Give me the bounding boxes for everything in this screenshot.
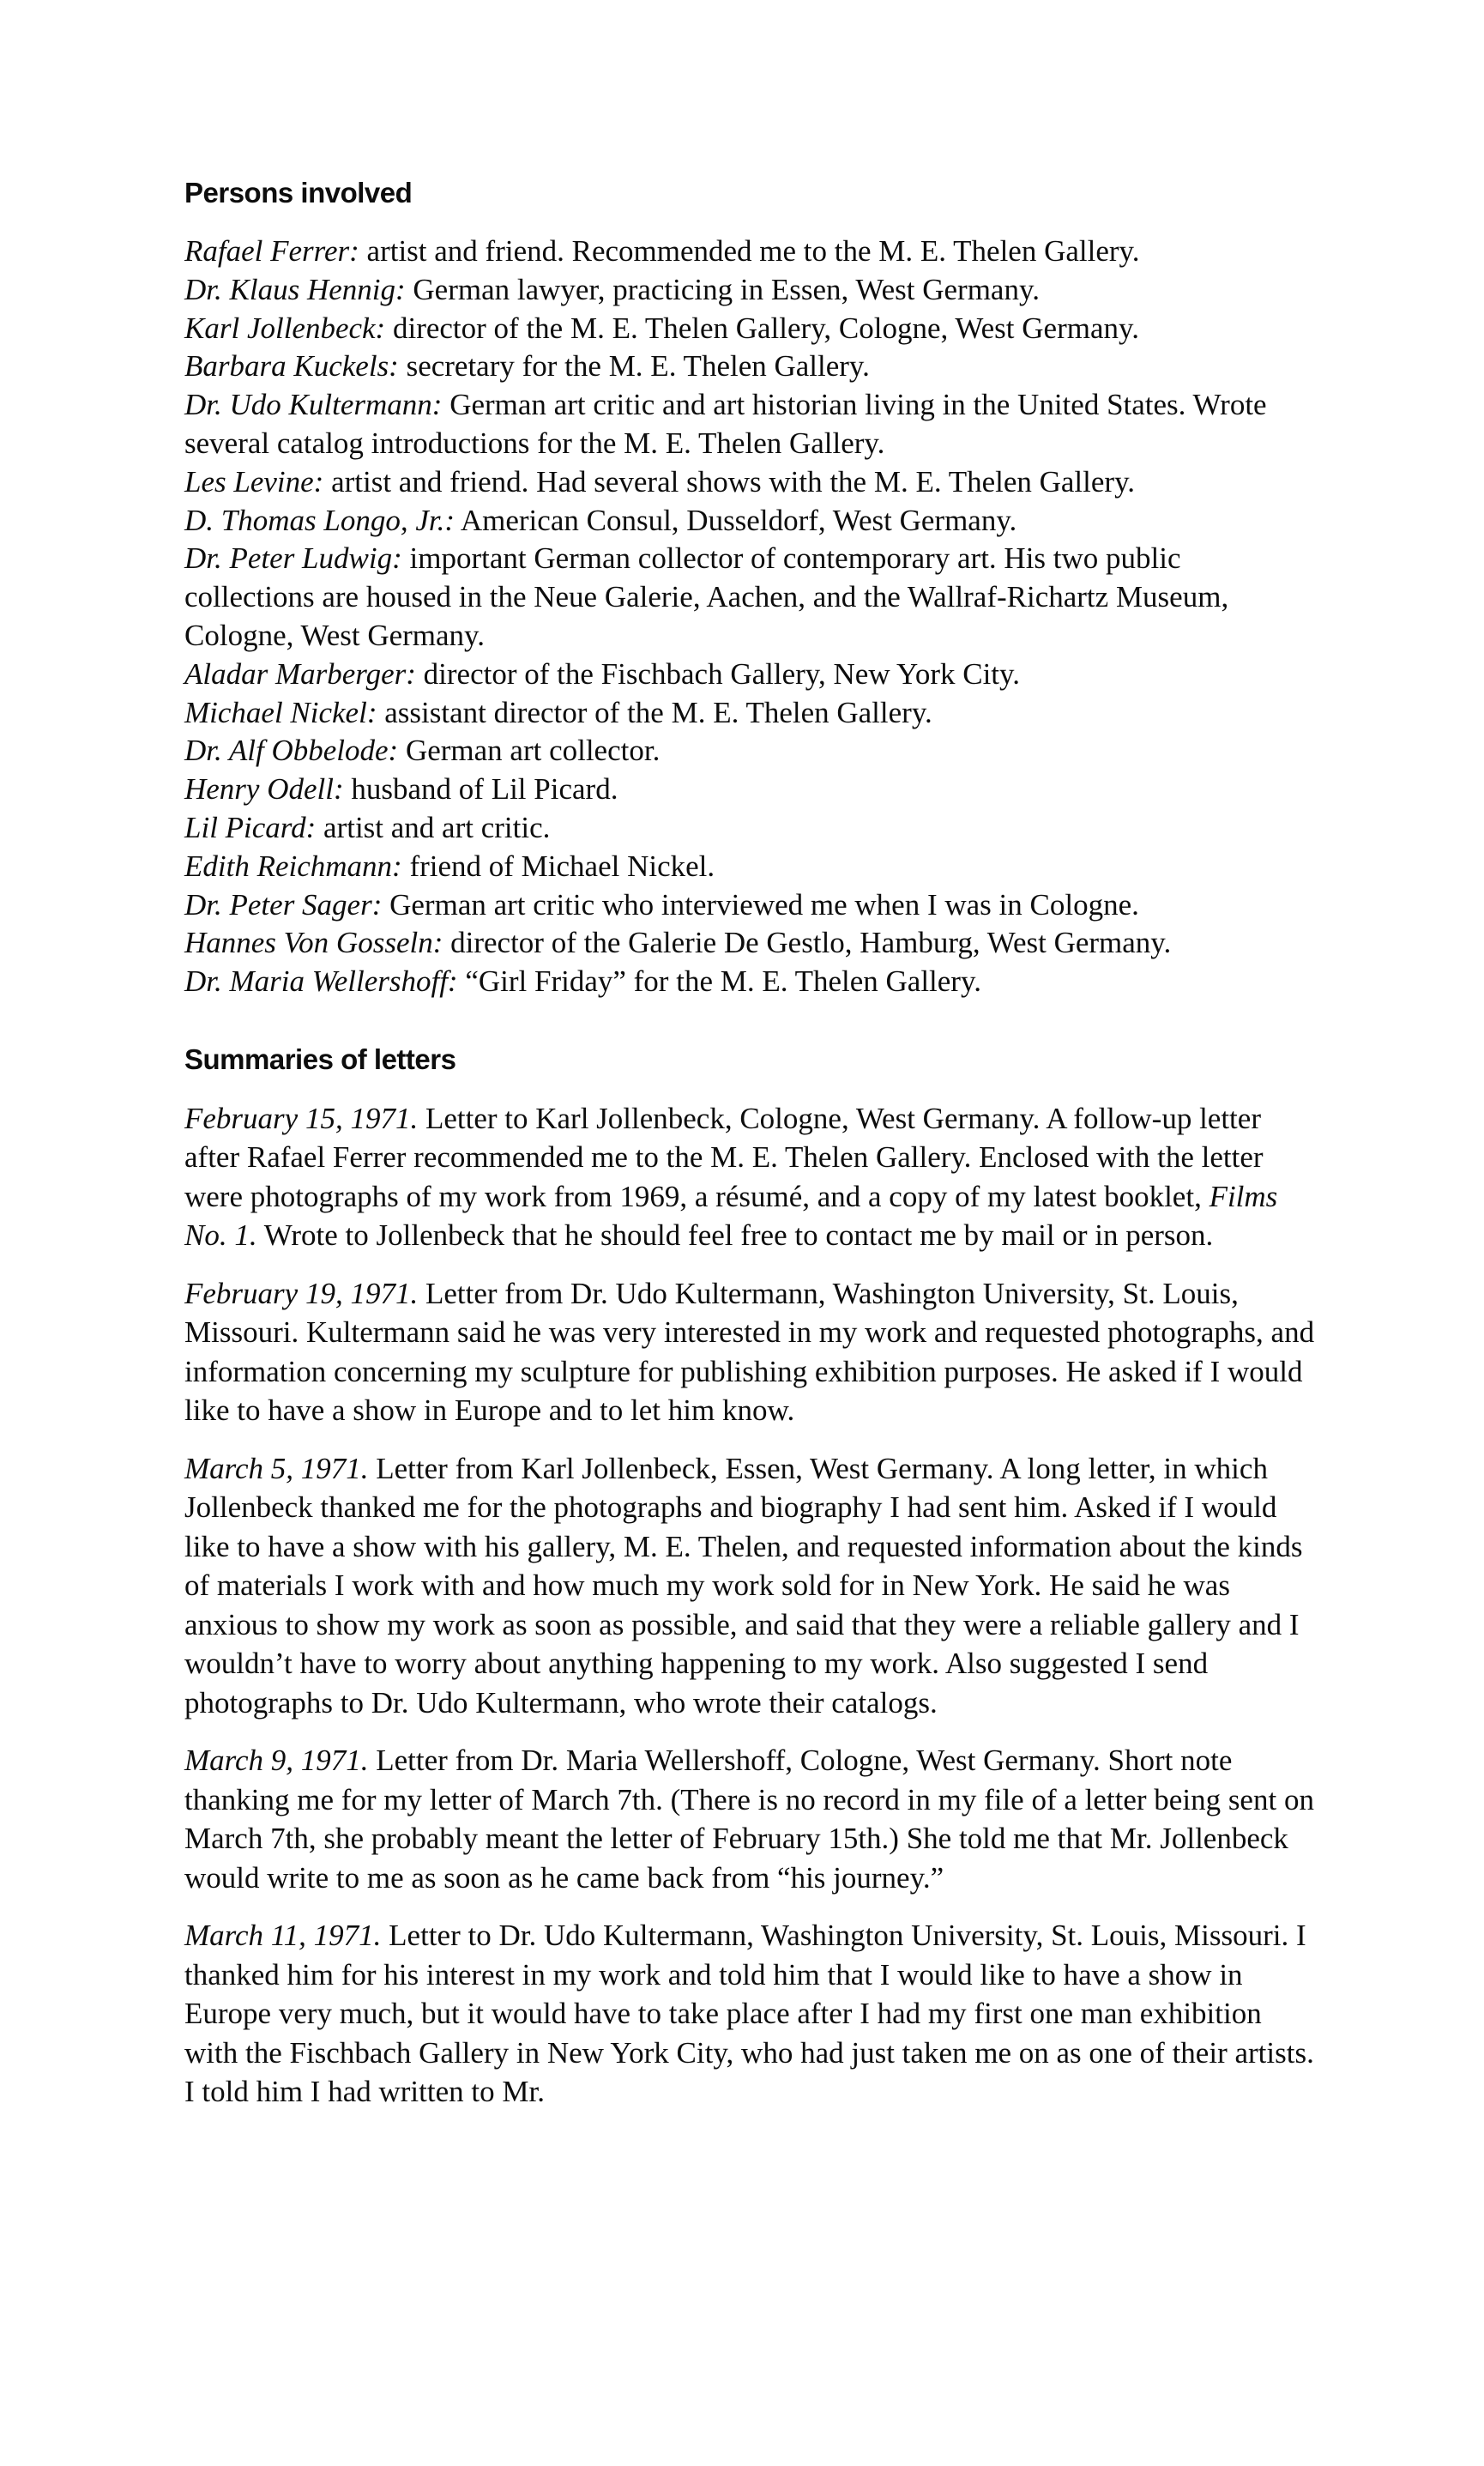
letter-date: March 9, 1971. [184, 1744, 369, 1778]
person-name: Dr. Klaus Hennig: [184, 272, 406, 306]
person-description: director of the M. E. Thelen Gallery, Cologne, West Germany. [385, 311, 1139, 345]
person-name: Henry Odell: [184, 772, 344, 807]
person-name: Dr. Maria Wellershoff: [184, 964, 458, 999]
letter-summary [184, 1449, 1317, 1723]
person-entry [184, 694, 1317, 733]
letter-text: Letter to Karl Jollenbeck, Cologne, West Germany. A follow-up letter after Rafael Ferrer recommended me to the M. E. Thelen Gallery. Enclosed with the letter were photographs of my work from 1969, a résumé, and a copy of my latest booklet, [184, 1101, 1264, 1213]
document-page [184, 176, 1317, 2131]
person-name: Aladar Marberger: [184, 656, 416, 691]
persons-list [184, 233, 1317, 1001]
person-entry [184, 886, 1317, 925]
letter-text-continued: Wrote to Jollenbeck that he should feel free to contact me by mail or in person. [256, 1218, 1214, 1253]
letter-date: February 19, 1971. [184, 1276, 419, 1310]
person-entry [184, 809, 1317, 848]
person-description: assistant director of the M. E. Thelen Gallery. [377, 695, 932, 729]
person-name: Rafael Ferrer: [184, 234, 359, 268]
person-description: director of the Galerie De Gestlo, Hamburg, West Germany. [443, 926, 1172, 960]
person-entry [184, 924, 1317, 963]
person-description: artist and art critic. [316, 810, 551, 844]
letter-summary [184, 1916, 1317, 2112]
person-entry [184, 348, 1317, 386]
person-name: Dr. Alf Obbelode: [184, 734, 399, 768]
person-description: secretary for the M. E. Thelen Gallery. [398, 349, 870, 384]
person-description: “Girl Friday” for the M. E. Thelen Gallery. [457, 964, 981, 999]
person-entry [184, 463, 1317, 502]
letter-text: Letter from Dr. Maria Wellershoff, Cologne, West Germany. Short note thanking me for my letter of March 7th. (There is no record in my file of a letter being sent on March 7th, she probably meant the letter of February 15th.) She told me that Mr. Jollenbeck would write to me as soon as he came back from “his journey.” [184, 1744, 1314, 1895]
person-description: artist and friend. Had several shows with the M. E. Thelen Gallery. [323, 464, 1136, 499]
letter-summary [184, 1099, 1317, 1255]
letter-date: March 5, 1971. [184, 1451, 369, 1485]
person-name: Lil Picard: [184, 810, 317, 844]
letter-summary [184, 1274, 1317, 1430]
person-description: German lawyer, practicing in Essen, West Germany. [405, 272, 1040, 306]
person-name: Dr. Udo Kultermann: [184, 388, 443, 422]
person-entry [184, 310, 1317, 348]
person-entry [184, 963, 1317, 1001]
person-name: Michael Nickel: [184, 695, 377, 729]
person-description: American Consul, Dusseldorf, West Germany. [455, 503, 1017, 537]
person-entry [184, 732, 1317, 771]
letter-date: March 11, 1971. [184, 1919, 382, 1953]
person-entry [184, 771, 1317, 809]
person-name: Dr. Peter Sager: [184, 887, 383, 922]
letter-date: February 15, 1971. [184, 1101, 419, 1135]
person-name: Karl Jollenbeck: [184, 311, 386, 345]
person-entry [184, 386, 1317, 463]
person-description: husband of Lil Picard. [343, 772, 618, 807]
person-description: important German collector of contemporary art. His two public collections are housed in the Neue Galerie, Aachen, and the Wallraf-Richartz Museum, Cologne, West Germany. [184, 541, 1229, 652]
person-name: Dr. Peter Ludwig: [184, 541, 402, 576]
person-name: Edith Reichmann: [184, 849, 402, 883]
person-name: Les Levine: [184, 464, 324, 499]
booklet-title: Films No. 1. [184, 1179, 1278, 1253]
letter-text: Letter from Dr. Udo Kultermann, Washington University, St. Louis, Missouri. Kultermann said he was very interested in my work and requested photographs, and information concerning my sculpture for publishing exhibition purposes. He asked if I would like to have a show in Europe and to let him know. [184, 1276, 1315, 1428]
person-description: artist and friend. Recommended me to the M. E. Thelen Gallery. [359, 234, 1140, 268]
letter-text: Letter from Karl Jollenbeck, Essen, West Germany. A long letter, in which Jollenbeck thanked me for the photographs and biography I had sent him. Asked if I would like to have a show with his gallery, M. E. Thelen, and requested information about the kinds of materials I work with and how much my work sold for in New York. He said he was anxious to show my work as soon as possible, and said that they were a reliable gallery and I wouldn’t have to worry about anything happening to my work. Also suggested I send photographs to Dr. Udo Kultermann, who wrote their catalogs. [184, 1451, 1303, 1720]
person-name: D. Thomas Longo, Jr.: [184, 503, 455, 537]
person-entry [184, 271, 1317, 310]
person-name: Barbara Kuckels: [184, 349, 399, 384]
person-entry [184, 233, 1317, 271]
letter-summary [184, 1741, 1317, 1897]
summaries-of-letters-heading: Summaries of letters [184, 1043, 456, 1075]
person-name: Hannes Von Gosseln: [184, 926, 443, 960]
person-entry [184, 540, 1317, 655]
person-entry [184, 502, 1317, 541]
person-description: German art collector. [398, 734, 661, 768]
letter-text: Letter to Dr. Udo Kultermann, Washington University, St. Louis, Missouri. I thanked him for his interest in my work and told him that I would like to have a show in Europe very much, but it would have to take place after I had my first one man exhibition with the Fischbach Gallery in New York City, who had just taken me on as one of their artists. I told him I had written to Mr. [184, 1919, 1314, 2109]
person-description: German art critic who interviewed me when I was in Cologne. [382, 887, 1139, 922]
person-entry [184, 656, 1317, 694]
person-description: director of the Fischbach Gallery, New York City. [415, 656, 1020, 691]
person-description: friend of Michael Nickel. [401, 849, 715, 883]
person-description: German art critic and art historian living in the United States. Wrote several catalog introductions for the M. E. Thelen Gallery. [184, 388, 1267, 460]
persons-involved-heading: Persons involved [184, 177, 413, 209]
person-entry [184, 848, 1317, 886]
